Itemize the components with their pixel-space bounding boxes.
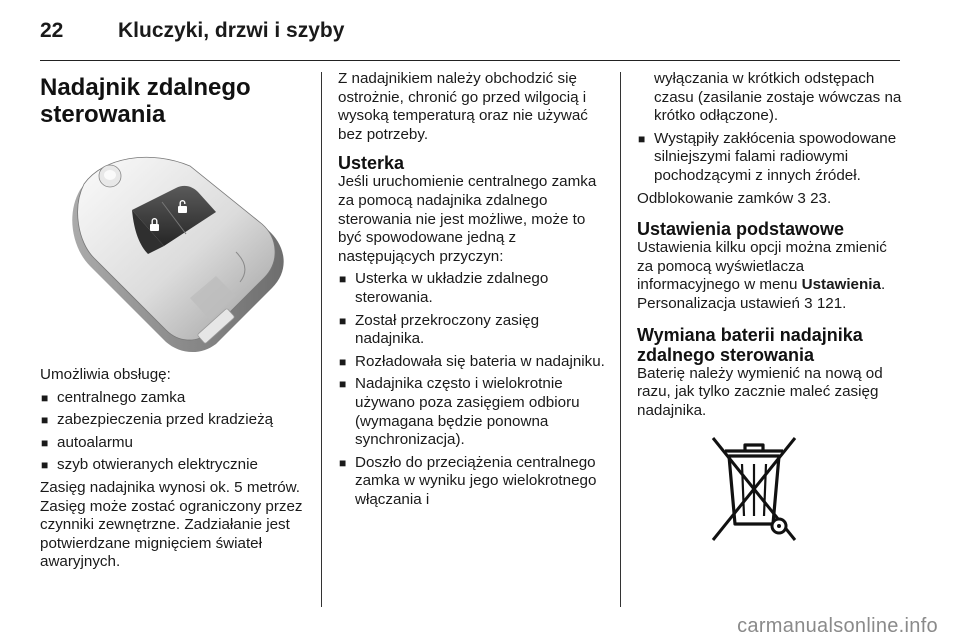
chapter-title: Kluczyki, drzwi i szyby bbox=[118, 19, 345, 42]
column-2 bbox=[338, 70, 610, 513]
list-item: ■ Rozładowała się bateria w nadajniku. bbox=[339, 352, 605, 370]
list-item: ■ Usterka w układzie zdalnego sterowania. bbox=[339, 270, 549, 306]
page-ref-link[interactable]: 3 23. bbox=[797, 189, 832, 207]
list-item: ■ szyb otwieranych elektrycznie bbox=[41, 456, 258, 474]
section-title bbox=[40, 74, 306, 128]
continued-list-text: wyłączania w krótkich odstępach czasu (zasilanie zostaje wówczas na krótko odłączone). bbox=[654, 70, 902, 125]
list-item: ■ zabezpieczenia przed kradzieżą bbox=[41, 411, 274, 429]
battery-text: Baterię należy wymienić na nową od razu, jak tylko zacznie maleć zasięg nadajnika. bbox=[637, 364, 883, 419]
watermark: carmanualsonline.info bbox=[737, 615, 938, 637]
ref-arrow-icon: 3 bbox=[804, 294, 813, 312]
fault-cause-list-continued bbox=[637, 130, 907, 186]
list-item: ■ autoalarmu bbox=[41, 433, 133, 451]
page-ref-link[interactable]: 3 121. bbox=[804, 294, 847, 312]
function-list bbox=[40, 389, 306, 475]
fault-text: Jeśli uruchomienie centralnego zamka za pomocą nadajnika zdalnego sterowania nie jest możliwe, może to być spowodowane jedną z następujących przyczyn: bbox=[338, 173, 597, 265]
column-divider-1 bbox=[321, 72, 322, 607]
page-number: 22 bbox=[40, 19, 64, 42]
column-1 bbox=[40, 70, 306, 572]
section-title-line-2: sterowania bbox=[40, 101, 166, 128]
list-item: ■ centralnego zamka bbox=[41, 388, 186, 406]
list-item: ■ Został przekroczony zasięg nadajnika. bbox=[339, 311, 540, 348]
settings-heading: Ustawienia podstawowe bbox=[637, 219, 845, 240]
unlock-reference: Odblokowanie zamków 3 23. bbox=[637, 189, 832, 207]
range-text: Zasięg nadajnika wynosi ok. 5 metrów. Zasięg może zostać ograniczony przez czynniki zewnętrzne. Zadziałanie jest potwierdzane mignięciem świateł awaryjnych. bbox=[40, 478, 303, 571]
fault-cause-list bbox=[338, 270, 610, 509]
section-title-line-1: Nadajnik zdalnego bbox=[40, 74, 251, 101]
settings-menu-name: Ustawienia bbox=[801, 276, 881, 294]
list-item: ■ Doszło do przeciążenia centralnego zamka w wyniku jego wielokrotnego włączania i bbox=[339, 453, 597, 508]
column-divider-2 bbox=[620, 72, 621, 607]
battery-heading: Wymiana baterii nadajnika zdalnego sterowania bbox=[637, 324, 863, 365]
page-header bbox=[40, 16, 900, 61]
fault-heading: Usterka bbox=[338, 153, 405, 174]
list-item: ■ Wystąpiły zakłócenia spowodowane silniejszymi falami radiowymi pochodzącymi z innych źródeł. bbox=[638, 129, 897, 184]
column-3 bbox=[637, 70, 907, 548]
crossed-out-wheelie-bin-icon bbox=[709, 430, 799, 548]
ref-arrow-icon: 3 bbox=[797, 189, 806, 207]
care-text: Z nadajnikiem należy obchodzić się ostrożnie, chronić go przed wilgocią i wysoką temperaturą oraz nie używać bez potrzeby. bbox=[338, 70, 588, 143]
list-item: ■ Nadajnika często i wielokrotnie używano poza zasięgiem odbioru (wymagana będzie ponowna synchronizacja). bbox=[339, 375, 580, 449]
intro-text: Umożliwia obsługę: bbox=[40, 366, 171, 383]
settings-text: Ustawienia kilku opcji można zmienić za pomocą wyświetlacza informacyjnego w menu Ustawienia. Personalizacja ustawień 3 121. bbox=[637, 239, 887, 312]
key-fob-illustration bbox=[40, 142, 306, 354]
